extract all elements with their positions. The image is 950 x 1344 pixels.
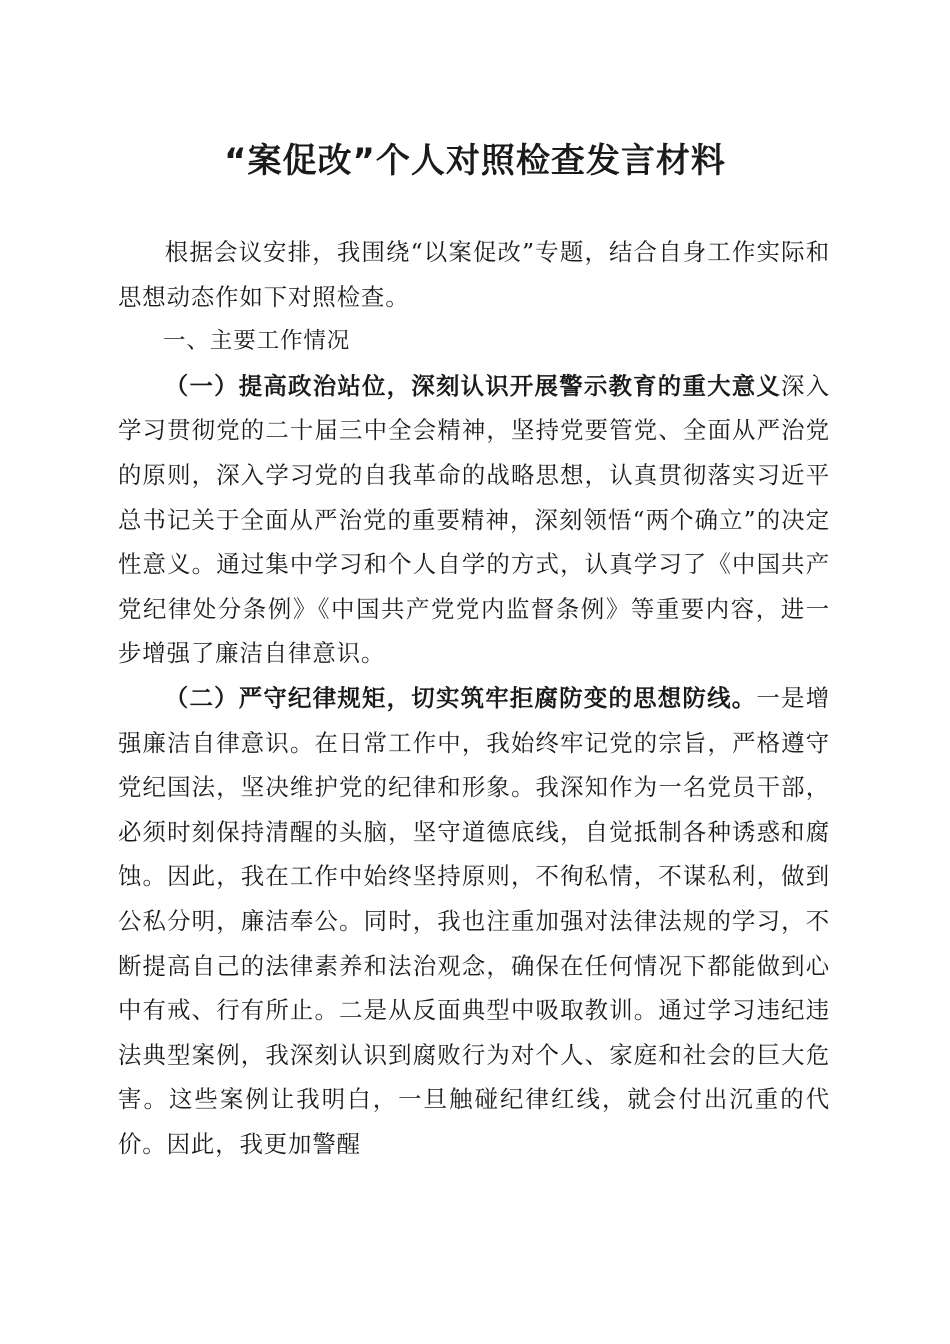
subsection-1-heading: （一）提高政治站位，深刻认识开展警示教育的重大意义 xyxy=(164,371,782,400)
subsection-2-paragraph xyxy=(118,676,830,1167)
subsection-1-body: 深入学习贯彻党的二十届三中全会精神，坚持党要管党、全面从严治党的原则，深入学习党的自我革命的战略思想，认真贯彻落实习近平总书记关于全面从严治党的重要精神，深刻领悟“两个确立”的决定性意义。通过集中学习和个人自学的方式，认真学习了《中国共产党纪律处分条例》《中国共产党党内监督条例》等重要内容，进一步增强了廉洁自律意识。 xyxy=(118,371,830,668)
section-1-heading: 一、主要工作情况 xyxy=(163,328,351,355)
subsection-2-body: 一是增强廉洁自律意识。在日常工作中，我始终牢记党的宗旨，严格遵守党纪国法，坚决维护党的纪律和形象。我深知作为一名党员干部，必须时刻保持清醒的头脑，坚守道德底线，自觉抵制各种诱惑和腐蚀。因此，我在工作中始终坚持原则，不徇私情，不谋私利，做到公私分明，廉洁奉公。同时，我也注重加强对法律法规的学习，不断提高自己的法律素养和法治观念，确保在任何情况下都能做到心中有戒、行有所止。二是从反面典型中吸取教训。通过学习违纪违法典型案例，我深刻认识到腐败行为对个人、家庭和社会的巨大危害。这些案例让我明白，一旦触碰纪律红线，就会付出沉重的代价。因此，我更加警醒 xyxy=(118,683,830,1158)
subsection-2-heading: （二）严守纪律规矩，切实筑牢拒腐防变的思想防线。 xyxy=(164,683,757,712)
document-body xyxy=(118,230,830,1166)
document-title: “案促改”个人对照检查发言材料 xyxy=(224,141,726,181)
intro-paragraph: 根据会议安排，我围绕“以案促改”专题，结合自身工作实际和思想动态作如下对照检查。 xyxy=(118,238,830,311)
subsection-1-paragraph xyxy=(118,364,830,676)
